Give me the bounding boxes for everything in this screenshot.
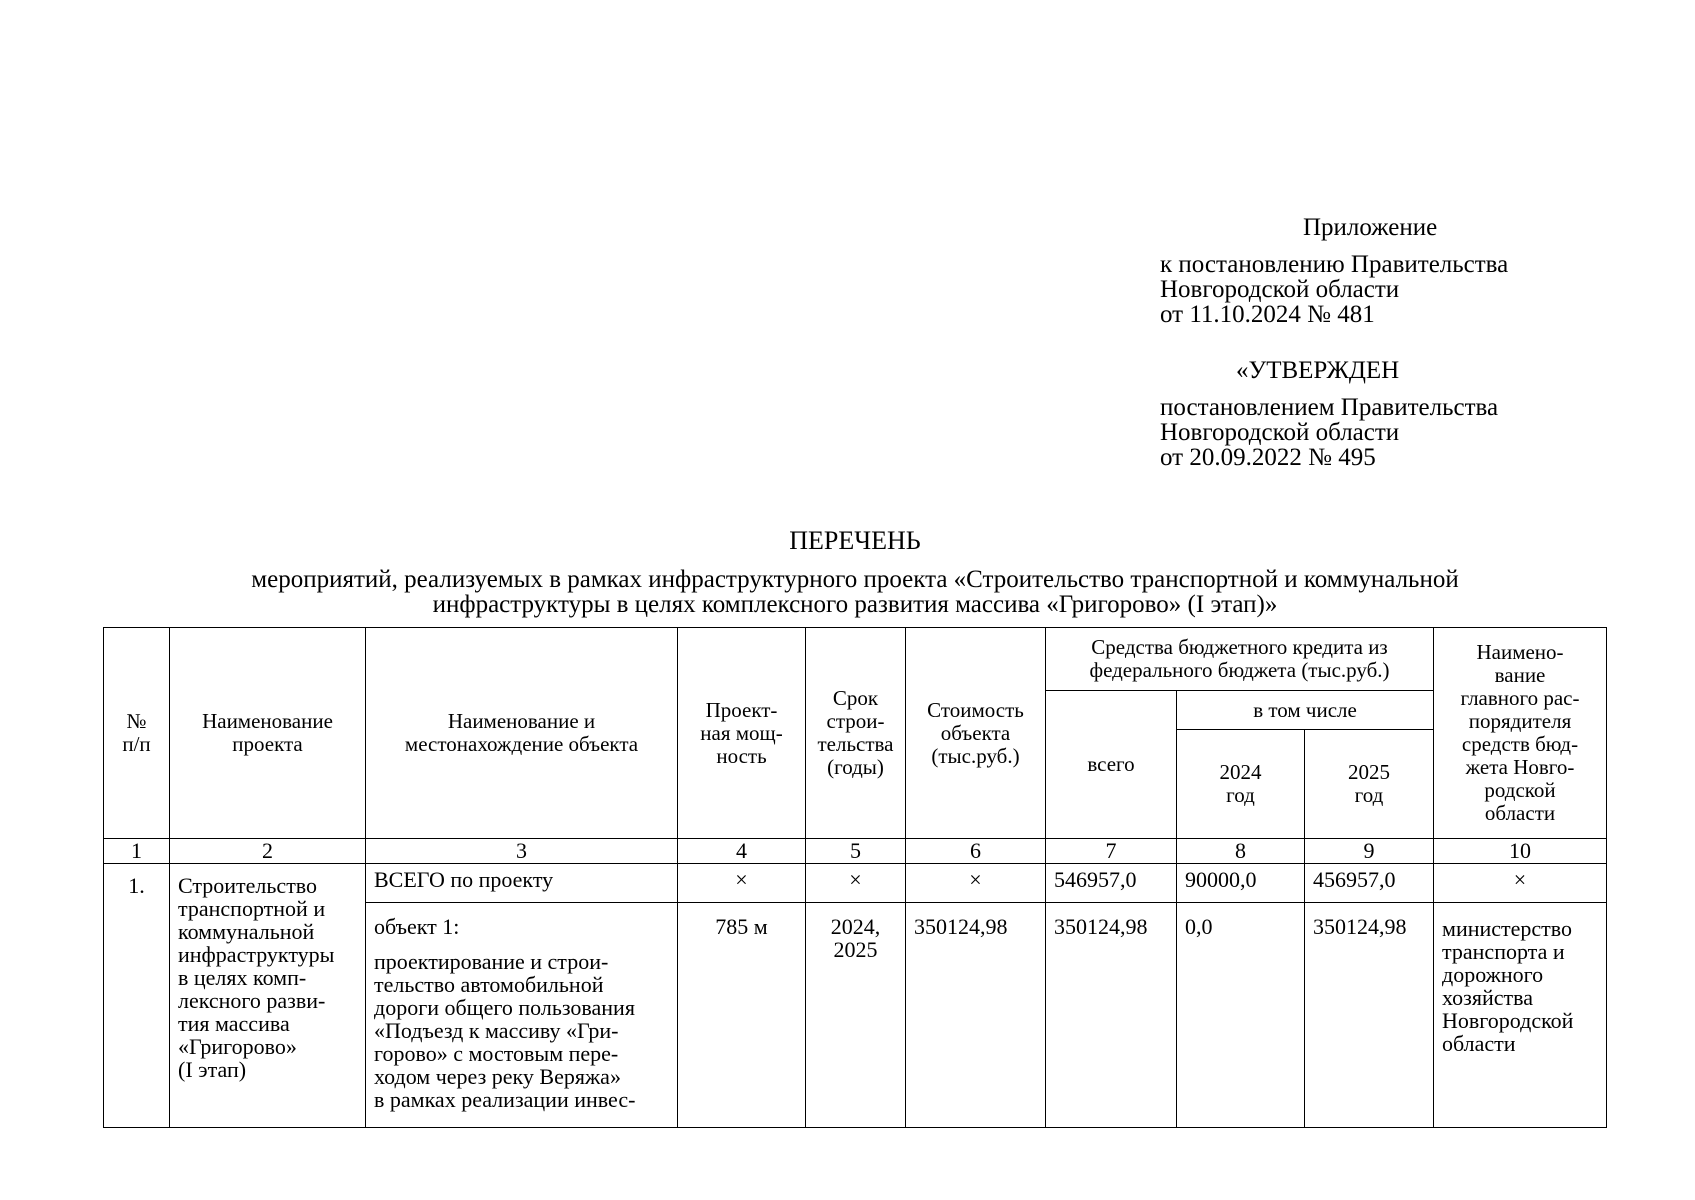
total-label: ВСЕГО по проекту (366, 864, 678, 903)
object-label: объект 1: (374, 914, 460, 939)
measures-table (103, 627, 1607, 1128)
column-number: 1 (104, 839, 170, 864)
column-number: 3 (366, 839, 678, 864)
object-manager: министерство транспорта и дорожного хозяйства Новгородской области (1434, 903, 1607, 1128)
header-object: Наименование и местонахождение объекта (366, 628, 678, 839)
column-number: 9 (1305, 839, 1434, 864)
approved-block (1160, 358, 1498, 470)
header-project: Наименование проекта (170, 628, 366, 839)
approved-heading: «УТВЕРЖДЕН (1236, 357, 1400, 384)
object-cell (366, 903, 678, 1128)
object-term: 2024, 2025 (806, 903, 906, 1128)
approved-line: от 20.09.2022 № 495 (1160, 444, 1376, 471)
approved-line: Новгородской области (1160, 419, 1400, 446)
header-cost: Стоимость объекта (тыс.руб.) (906, 628, 1046, 839)
total-term: × (806, 864, 906, 903)
object-description: проектирование и строи- тельство автомобильной дороги общего пользования «Подъезд к массиву «Гри- горово» с мостовым пере- ходом через реку Веряжа» в рамках реализации инвес- (374, 949, 636, 1112)
document-title: ПЕРЕЧЕНЬ (789, 526, 921, 555)
column-number: 7 (1046, 839, 1177, 864)
column-number: 5 (806, 839, 906, 864)
header-2024: 2024 год (1177, 730, 1305, 839)
total-capacity: × (678, 864, 806, 903)
approved-line: постановлением Правительства (1160, 394, 1499, 421)
header-num: № п/п (104, 628, 170, 839)
total-2024: 90000,0 (1177, 864, 1305, 903)
object-cost: 350124,98 (906, 903, 1046, 1128)
appendix-line: к постановлению Правительства (1160, 251, 1509, 278)
header-including: в том числе (1177, 691, 1434, 730)
total-all: 546957,0 (1046, 864, 1177, 903)
column-number: 2 (170, 839, 366, 864)
appendix-block (1160, 215, 1508, 327)
object-capacity: 785 м (678, 903, 806, 1128)
header-term: Срок строи- тельства (годы) (806, 628, 906, 839)
subtitle-line: инфраструктуры в целях комплексного развития массива «Григорово» (I этап)» (432, 591, 1278, 618)
total-2025: 456957,0 (1305, 864, 1434, 903)
header-funds: Средства бюджетного кредита из федерального бюджета (тыс.руб.) (1046, 628, 1434, 691)
total-manager: × (1434, 864, 1607, 903)
appendix-heading: Приложение (1303, 214, 1438, 241)
column-number: 6 (906, 839, 1046, 864)
object-2025: 350124,98 (1305, 903, 1434, 1128)
appendix-line: Новгородской области (1160, 276, 1400, 303)
table-row (104, 864, 1607, 903)
subtitle-line: мероприятий, реализуемых в рамках инфраструктурного проекта «Строительство транспортной и коммунальной (251, 566, 1459, 593)
header-manager: Наимено- вание главного рас- порядителя средств бюд- жета Новго- родской области (1434, 628, 1607, 839)
object-all: 350124,98 (1046, 903, 1177, 1128)
project-name: Строительство транспортной и коммунальной инфраструктуры в целях комп- лексного разви- тия массива «Григорово» (I этап) (170, 864, 366, 1128)
total-cost: × (906, 864, 1046, 903)
header-total: всего (1046, 691, 1177, 839)
header-2025: 2025 год (1305, 730, 1434, 839)
column-number: 8 (1177, 839, 1305, 864)
row-number: 1. (104, 864, 170, 1128)
appendix-line: от 11.10.2024 № 481 (1160, 301, 1375, 328)
document-subtitle (0, 567, 1695, 617)
column-number: 4 (678, 839, 806, 864)
object-2024: 0,0 (1177, 903, 1305, 1128)
header-capacity: Проект- ная мощ- ность (678, 628, 806, 839)
column-number: 10 (1434, 839, 1607, 864)
